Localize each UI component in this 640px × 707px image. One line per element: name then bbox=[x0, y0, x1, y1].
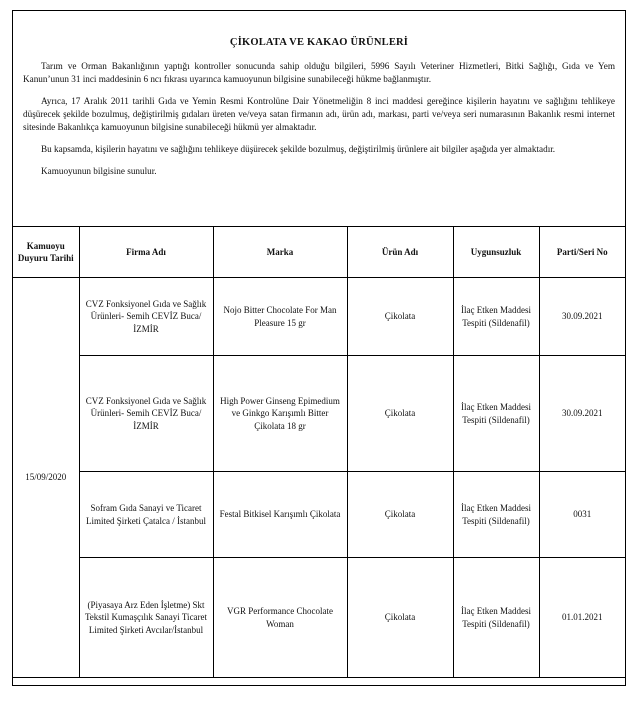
batch-cell: 30.09.2021 bbox=[539, 356, 625, 472]
header-date: Kamuoyu Duyuru Tarihi bbox=[13, 227, 79, 278]
products-table bbox=[13, 227, 625, 678]
product-cell: Çikolata bbox=[347, 356, 453, 472]
table-header-row bbox=[13, 227, 625, 278]
header-nonconformity: Uygunsuzluk bbox=[453, 227, 539, 278]
table-row bbox=[13, 278, 625, 356]
product-cell: Çikolata bbox=[347, 278, 453, 356]
batch-cell: 01.01.2021 bbox=[539, 558, 625, 678]
announcement-date: 15/09/2020 bbox=[13, 278, 79, 678]
brand-cell: Nojo Bitter Chocolate For Man Pleasure 15 gr bbox=[213, 278, 347, 356]
header-brand: Marka bbox=[213, 227, 347, 278]
header-firm: Firma Adı bbox=[79, 227, 213, 278]
firm-cell: CVZ Fonksiyonel Gıda ve Sağlık Ürünleri- Semih CEVİZ Buca/İZMİR bbox=[79, 356, 213, 472]
firm-cell: CVZ Fonksiyonel Gıda ve Sağlık Ürünleri- Semih CEVİZ Buca/İZMİR bbox=[79, 278, 213, 356]
paragraph-regulation: Ayrıca, 17 Aralık 2011 tarihli Gıda ve Yemin Resmi Kontrolüne Dair Yönetmeliğin 8 inci maddesi gereğince kişilerin hayatını ve sağlığını tehlikeye düşürecek şekilde bozulmuş, değiştirilmiş gıdaları üreten ve/veya satan firmanın adı, ürün adı, markası, parti ve/veya seri numarasının Bakanlık resmi internet sitesinde Bakanlıkça kamuoyunun bilgisine sunabileceği hükmü yer almaktadır. bbox=[23, 96, 615, 132]
batch-cell: 30.09.2021 bbox=[539, 278, 625, 356]
firm-cell: (Piyasaya Arz Eden İşletme) Skt Tekstil Kumaşçılık Sanayi Ticaret Limited Şirketi Avcılar/İstanbul bbox=[79, 558, 213, 678]
header-product: Ürün Adı bbox=[347, 227, 453, 278]
nonconformity-cell: İlaç Etken Maddesi Tespiti (Sildenafil) bbox=[453, 558, 539, 678]
document-title: ÇİKOLATA VE KAKAO ÜRÜNLERİ bbox=[229, 37, 409, 48]
brand-cell: High Power Ginseng Epimedium ve Ginkgo Karışımlı Bitter Çikolata 18 gr bbox=[213, 356, 347, 472]
document-frame bbox=[12, 10, 626, 686]
product-cell: Çikolata bbox=[347, 558, 453, 678]
nonconformity-cell: İlaç Etken Maddesi Tespiti (Sildenafil) bbox=[453, 356, 539, 472]
product-cell: Çikolata bbox=[347, 472, 453, 558]
table-row bbox=[13, 472, 625, 558]
paragraph-closing: Kamuoyunun bilgisine sunulur. bbox=[41, 166, 157, 176]
intro-section bbox=[13, 11, 625, 227]
brand-cell: Festal Bitkisel Karışımlı Çikolata bbox=[213, 472, 347, 558]
paragraph-scope: Bu kapsamda, kişilerin hayatını ve sağlığını tehlikeye düşürecek şekilde bozulmuş, değiştirilmiş ürünlere ait bilgiler aşağıda yer almaktadır. bbox=[41, 144, 556, 154]
brand-cell: VGR Performance Chocolate Woman bbox=[213, 558, 347, 678]
nonconformity-cell: İlaç Etken Maddesi Tespiti (Sildenafil) bbox=[453, 472, 539, 558]
table-row bbox=[13, 356, 625, 472]
firm-cell: Sofram Gıda Sanayi ve Ticaret Limited Şirketi Çatalca / İstanbul bbox=[79, 472, 213, 558]
batch-cell: 0031 bbox=[539, 472, 625, 558]
header-batch: Parti/Seri No bbox=[539, 227, 625, 278]
nonconformity-cell: İlaç Etken Maddesi Tespiti (Sildenafil) bbox=[453, 278, 539, 356]
paragraph-legal-basis: Tarım ve Orman Bakanlığının yaptığı kontroller sonucunda sahip olduğu bilgileri, 5996 Sayılı Veteriner Hizmetleri, Bitki Sağlığı, Gıda ve Yem Kanun’unun 31 inci maddesinin 6 ncı fıkrası uyarınca kamuoyunun bilgisine sunabileceği hükme bağlanmıştır. bbox=[23, 61, 615, 84]
table-row bbox=[13, 558, 625, 678]
